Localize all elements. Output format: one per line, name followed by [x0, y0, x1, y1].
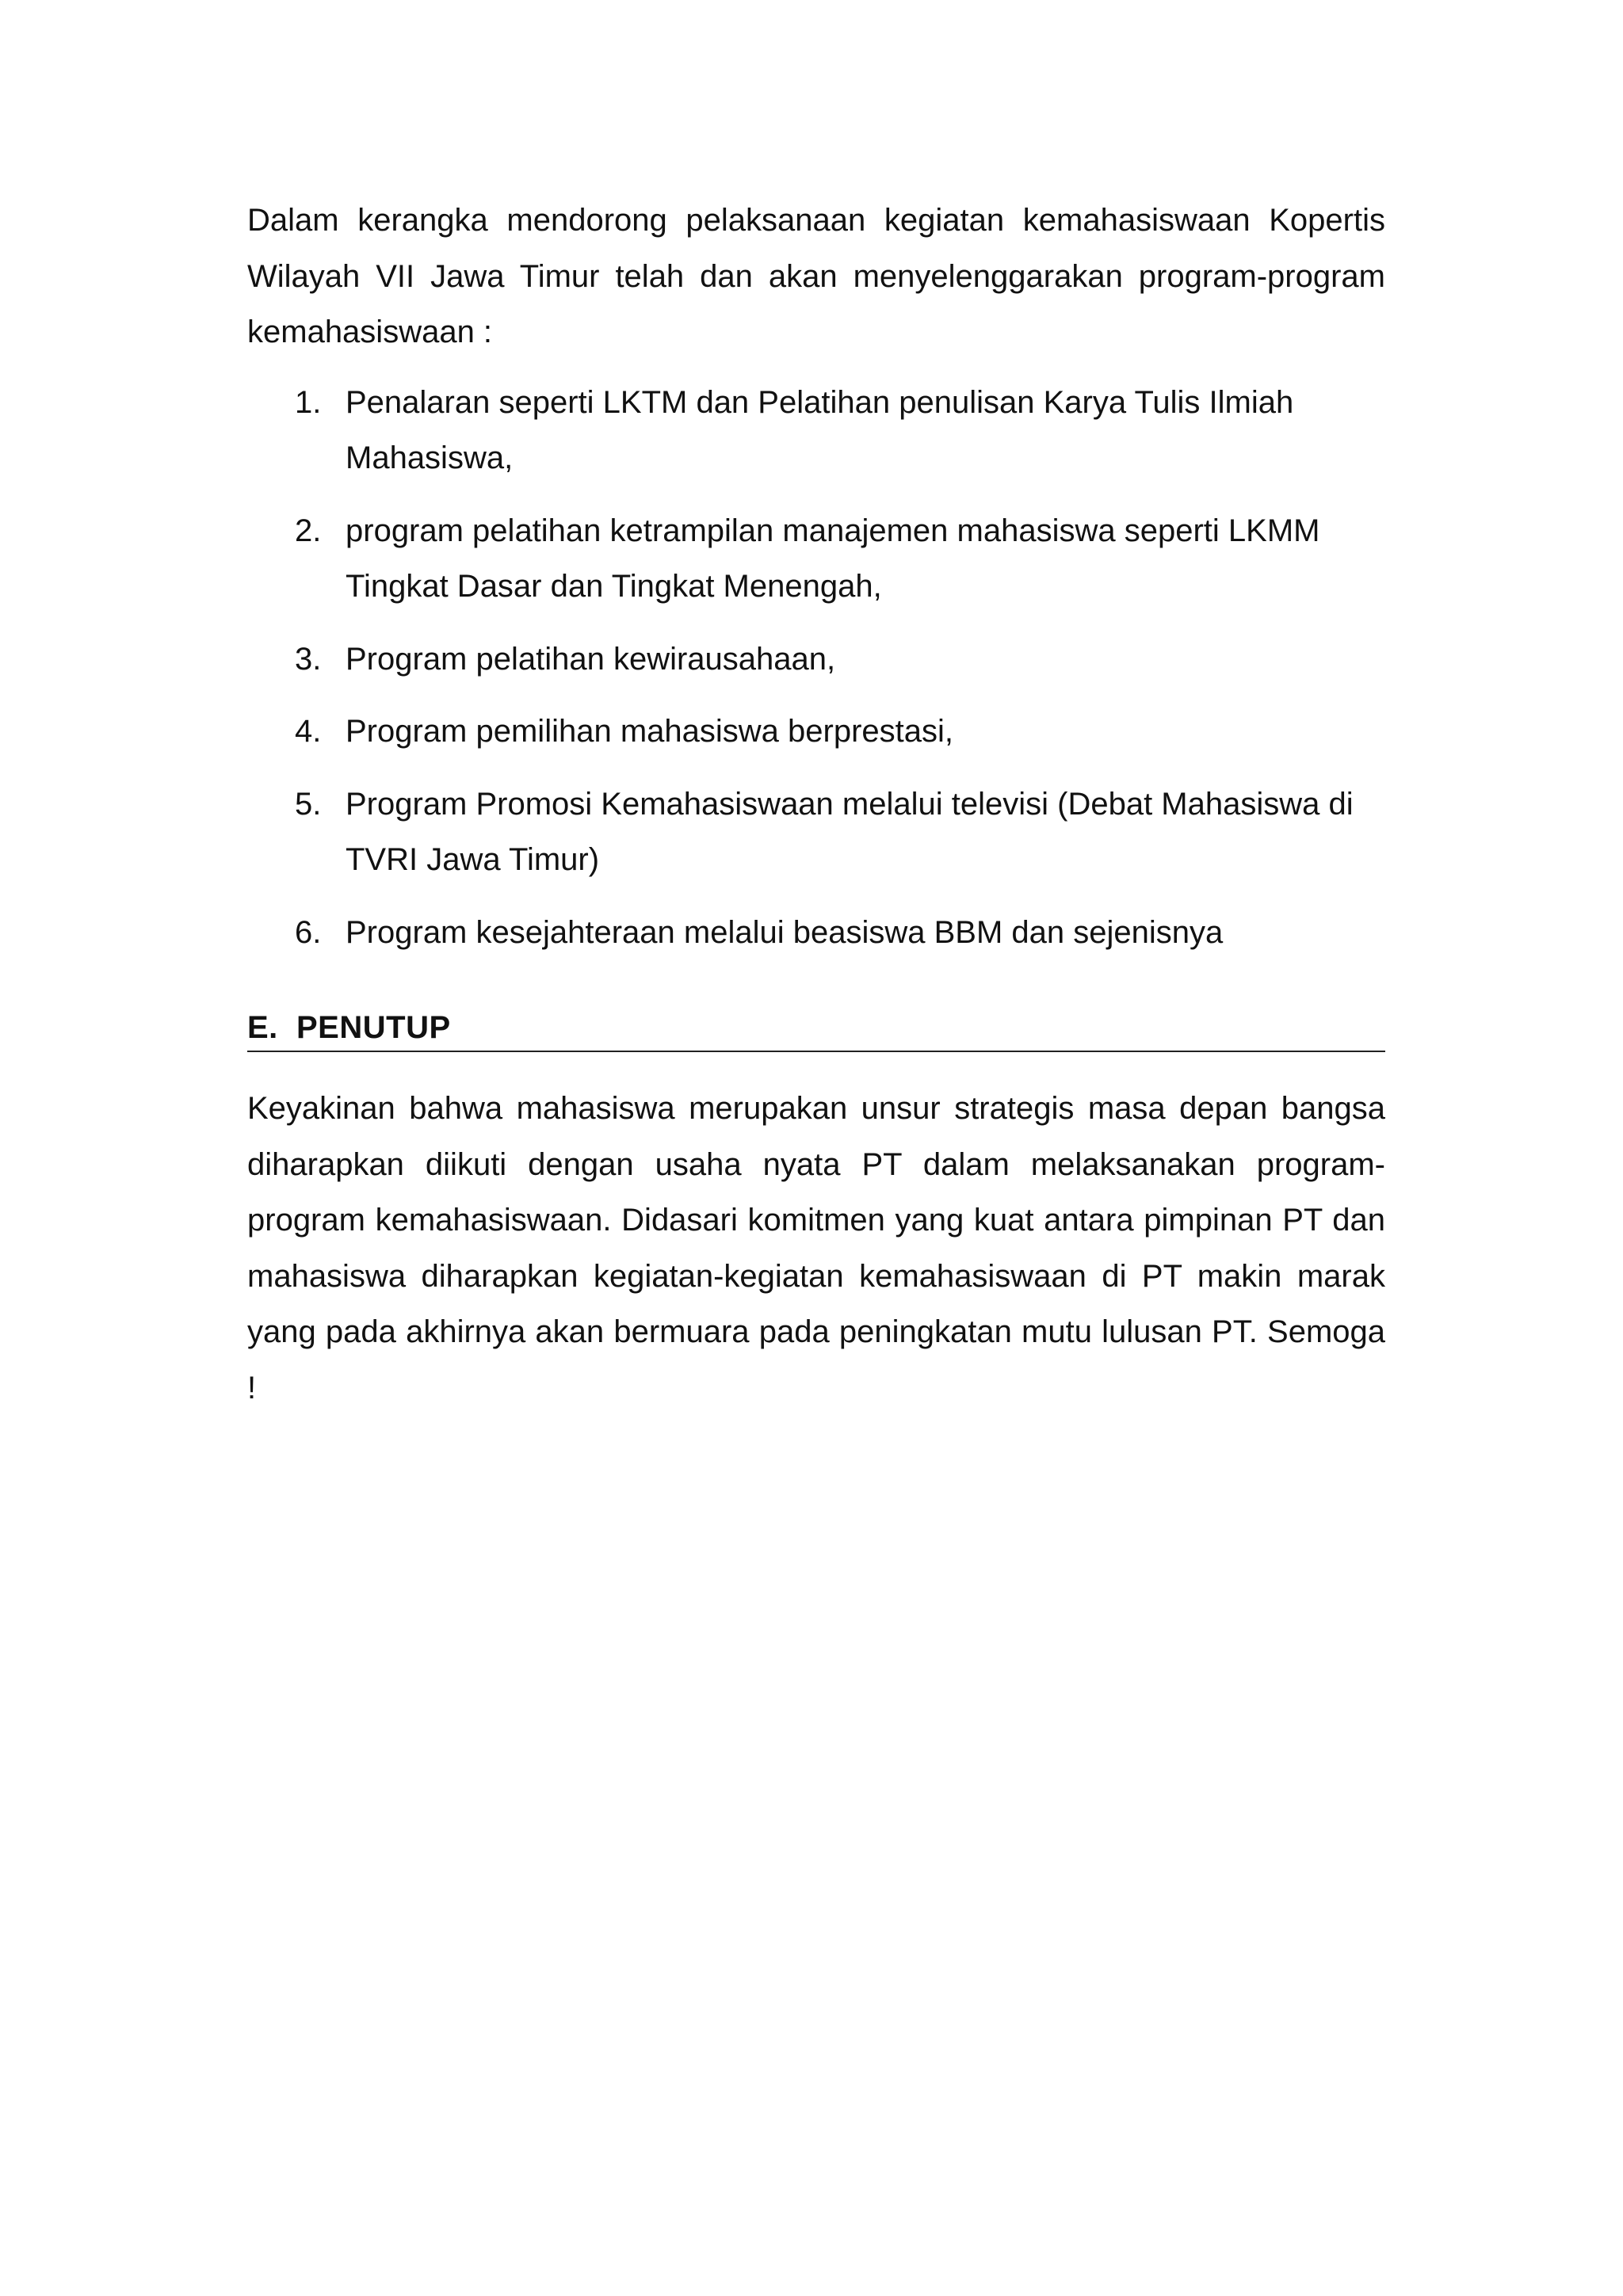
- section-letter: E.: [247, 1010, 278, 1045]
- list-item-text: Program pemilihan mahasiswa berprestasi,: [346, 714, 953, 749]
- section-title: PENUTUP: [296, 1010, 451, 1045]
- list-item-text: program pelatihan ketrampilan manajemen mahasiswa seperti LKMM Tingkat Dasar dan Tingkat Menengah,: [346, 513, 1320, 604]
- list-item: [247, 704, 1385, 760]
- list-item-number: 5.: [295, 786, 322, 822]
- list-item: [247, 631, 1385, 688]
- list-item: [247, 776, 1385, 888]
- list-item-text: Penalaran seperti LKTM dan Pelatihan penulisan Karya Tulis Ilmiah Mahasiswa,: [346, 384, 1294, 475]
- list-item: [247, 905, 1385, 961]
- list-item: [247, 375, 1385, 486]
- list-item-text: Program Promosi Kemahasiswaan melalui televisi (Debat Mahasiswa di TVRI Jawa Timur): [346, 786, 1354, 877]
- page-content: [247, 193, 1385, 1416]
- closing-paragraph: Keyakinan bahwa mahasiswa merupakan unsur strategis masa depan bangsa diharapkan diikuti dengan usaha nyata PT dalam melaksanakan program-program kemahasiswaan. Didasari komitmen yang kuat antara pimpinan PT dan mahasiswa diharapkan kegiatan-kegiatan kemahasiswaan di PT makin marak yang pada akhirnya akan bermuara pada peningkatan mutu lulusan PT. Semoga !: [247, 1091, 1385, 1405]
- list-item-number: 1.: [295, 384, 322, 420]
- list-item-number: 3.: [295, 641, 322, 677]
- intro-paragraph: Dalam kerangka mendorong pelaksanaan kegiatan kemahasiswaan Kopertis Wilayah VII Jawa Timur telah dan akan menyelenggarakan program-program kemahasiswaan :: [247, 203, 1385, 349]
- list-item: [247, 503, 1385, 615]
- list-item-text: Program kesejahteraan melalui beasiswa BBM dan sejenisnya: [346, 914, 1224, 950]
- list-item-number: 6.: [295, 914, 322, 950]
- section-heading: [247, 1005, 1385, 1052]
- program-list: [247, 375, 1385, 961]
- list-item-number: 2.: [295, 513, 322, 548]
- list-item-text: Program pelatihan kewirausahaan,: [346, 641, 836, 677]
- list-item-number: 4.: [295, 714, 322, 749]
